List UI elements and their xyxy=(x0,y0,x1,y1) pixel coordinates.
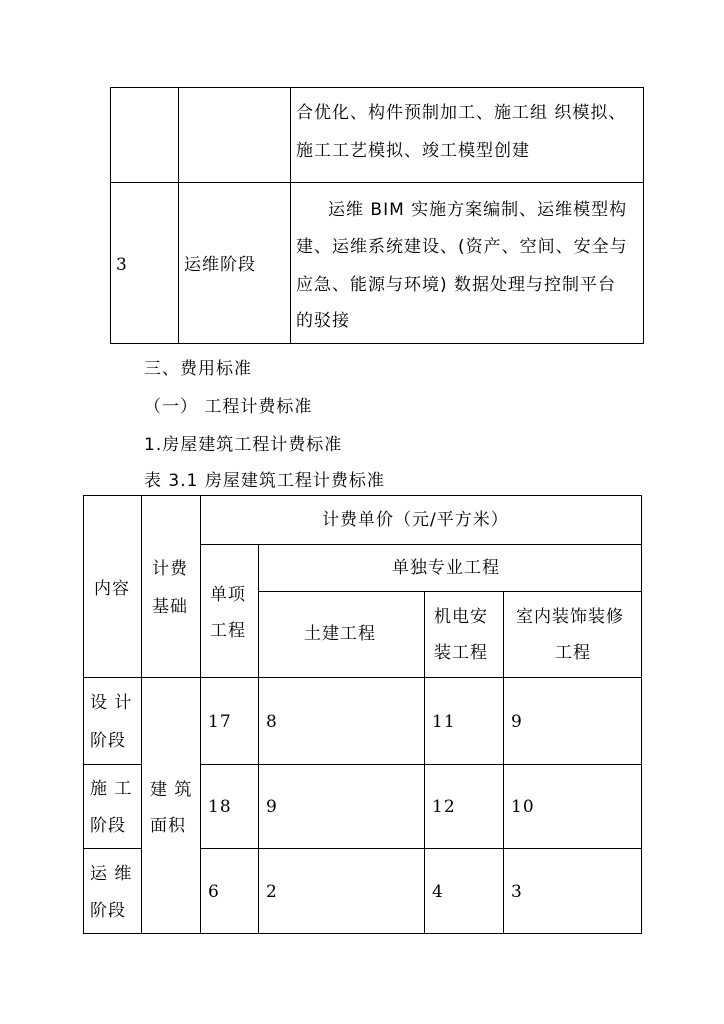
content-line: 建、运维系统建设、(资产、空间、安全与 xyxy=(296,237,628,257)
value-interior: 3 xyxy=(511,882,523,902)
stage-label: 运 维 xyxy=(90,864,133,884)
header-interior: 室内装饰装修 xyxy=(516,607,624,627)
header-interior: 工程 xyxy=(555,643,591,663)
value-interior: 10 xyxy=(511,797,535,817)
row-index: 3 xyxy=(116,255,128,275)
top-table-border xyxy=(178,87,179,344)
content-line: 施工工艺模拟、竣工模型创建 xyxy=(296,141,530,161)
fee-table-border xyxy=(83,764,142,765)
item-heading: 1.房屋建筑工程计费标准 xyxy=(144,435,343,455)
value-civil: 2 xyxy=(266,882,278,902)
header-basis: 基础 xyxy=(152,597,188,617)
basis-value: 建 筑 xyxy=(150,780,193,800)
stage-label: 运维阶段 xyxy=(184,255,256,275)
fee-table-border xyxy=(83,495,84,934)
top-table-border xyxy=(110,87,644,88)
fee-table-border xyxy=(503,591,504,934)
header-single-project: 工程 xyxy=(210,621,246,641)
fee-table-border xyxy=(83,495,642,496)
content-line: 合优化、构件预制加工、施工组 织模拟、 xyxy=(296,103,627,123)
basis-value: 面积 xyxy=(150,816,186,836)
value-single: 18 xyxy=(208,797,232,817)
fee-table-border xyxy=(641,495,642,934)
fee-table-border xyxy=(200,495,201,934)
top-table-border xyxy=(110,343,644,344)
header-civil: 土建工程 xyxy=(304,624,376,644)
value-single: 17 xyxy=(208,712,232,732)
top-table-border xyxy=(110,182,644,183)
top-table-border xyxy=(110,87,111,344)
subsection-heading: （一） 工程计费标准 xyxy=(144,397,313,417)
content-line: 应急、能源与环境) 数据处理与控制平台 xyxy=(296,275,617,295)
fee-table-border xyxy=(83,933,642,934)
fee-table-border xyxy=(83,677,642,678)
header-separate-specialty: 单独专业工程 xyxy=(392,558,500,578)
header-single-project: 单项 xyxy=(210,585,246,605)
fee-table-border xyxy=(424,591,425,934)
fee-table-border xyxy=(83,848,142,849)
fee-table-border xyxy=(200,764,642,765)
value-interior: 9 xyxy=(511,712,523,732)
fee-table-border xyxy=(258,591,642,592)
content-line: 运维 BIM 实施方案编制、运维模型构 xyxy=(328,200,628,220)
stage-label: 施 工 xyxy=(90,779,133,799)
stage-label: 阶段 xyxy=(90,731,126,751)
top-table-border xyxy=(643,87,644,344)
header-mep: 机电安 xyxy=(434,607,488,627)
value-mep: 11 xyxy=(432,712,456,732)
header-mep: 装工程 xyxy=(434,643,488,663)
value-civil: 8 xyxy=(266,712,278,732)
header-basis: 计费 xyxy=(152,559,188,579)
stage-label: 阶段 xyxy=(90,901,126,921)
stage-label: 设 计 xyxy=(90,693,133,713)
header-unit-price: 计费单价（元/平方米） xyxy=(322,510,509,530)
fee-table-border xyxy=(200,544,642,545)
value-mep: 4 xyxy=(432,882,444,902)
content-line: 的驳接 xyxy=(296,311,350,331)
top-table-border xyxy=(290,87,291,344)
section-heading: 三、费用标准 xyxy=(144,359,252,379)
value-single: 6 xyxy=(208,882,220,902)
fee-table-border xyxy=(200,848,642,849)
fee-table-border xyxy=(258,544,259,934)
header-content: 内容 xyxy=(94,579,130,599)
table-caption: 表 3.1 房屋建筑工程计费标准 xyxy=(144,471,385,491)
value-civil: 9 xyxy=(266,797,278,817)
fee-table-border xyxy=(141,495,142,934)
value-mep: 12 xyxy=(432,797,456,817)
stage-label: 阶段 xyxy=(90,816,126,836)
